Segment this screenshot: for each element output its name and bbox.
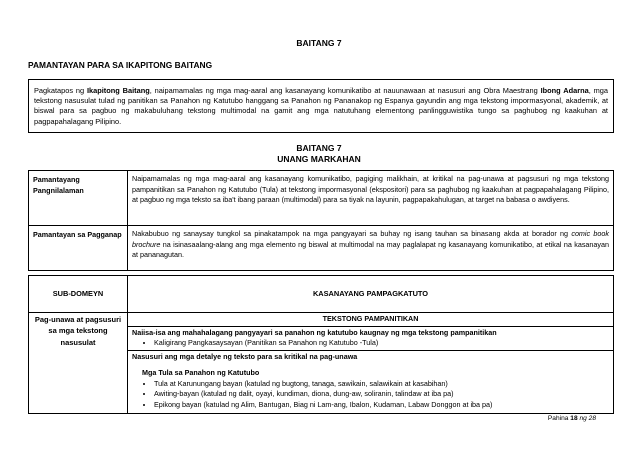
competency-row — [29, 313, 614, 414]
intro-box — [28, 79, 614, 133]
competency-item — [128, 327, 613, 351]
standard-label: Pamantayan sa Pagganap — [29, 226, 128, 271]
intro-work-title: Ibong Adarna — [540, 86, 589, 95]
list-item: • Epikong bayan (katulad ng Alim, Bantugan, Biag ni Lam-ang, Ibalon, Kudaman, Labaw Donggon at iba pa) — [154, 400, 609, 410]
standard-text — [128, 226, 614, 271]
performance-italic: comic book brochure — [132, 229, 610, 249]
standard-row — [29, 171, 614, 226]
intro-text-end: , mga tekstong nasusulat tulad ng panitikan sa Panahon ng Katutubo hanggang sa Panahon ng Pananakop ng Espanya gayundin ang mga tekstong impormasyonal, akademik, at biswal para sa pagbuo ng makabuluhang tekstong multimodal na gamit ang mga natutuhang elementong panlingguwistika tungo sa paghubog ng kaakuhan at pagpapahalagang Pilipino. — [34, 86, 609, 126]
standard-title: PAMANTAYAN PARA SA IKAPITONG BAITANG — [28, 60, 213, 70]
performance-text-end: na isinasaalang-alang ang mga elemento ng biswal at multimodal na may paglalapat ng kasanayang komunikatibo, at etikal na kasanayan at pananagutan. — [132, 239, 609, 260]
page-word: Pahina — [547, 415, 569, 422]
competency-item-title: Naiisa-isa ang mahahalagang pangyayari sa panahon ng katutubo kaugnay ng mga tekstong pampanitikan — [132, 327, 497, 337]
competency-item — [128, 351, 613, 413]
list-item: • Kaligirang Pangkasaysayan (Panitikan sa Panahon ng Katutubo -Tula) — [154, 338, 609, 348]
list-item: • Tula at Karunungang bayan (katulad ng bugtong, tanaga, sawikain, salawikain at kasabihan) — [154, 379, 609, 389]
standards-table — [28, 170, 614, 271]
grade-title: BAITANG 7 — [296, 38, 342, 48]
standard-text: Naipamamalas ng mga mag-aaral ang kasanayang komunikatibo, pagiging malikhain, at kritikal na pag-unawa at pagsusuri ng mga tekstong pampanitikan sa Panahon ng Katutubo (Tula) at tekstong impormasyonal (ekspositori) para sa paghubog ng kaakuhan at pagpapahalagang Pilipino, at pagbuo ng mga teksto sa iba't ibang paraan (multimodal) para sa tiyak na layunin, pagpapakahulugan, at target na babasa o awdiyens. — [128, 171, 614, 226]
competency-header-row — [29, 276, 614, 313]
standard-row — [29, 226, 614, 271]
intro-text-start: Pagkatapos ng — [34, 86, 87, 95]
list-item: • Awiting-bayan (katulad ng dalit, oyayi, kundiman, diona, dung-aw, soliranin, talindaw at iba pa) — [154, 389, 609, 399]
intro-grade-phrase: Ikapitong Baitang — [86, 86, 150, 95]
performance-text-start: Nakabubuo ng sanaysay tungkol sa pinakatampok na mga pangyayari sa buhay ng isang tauhan sa binasang akda at borador ng — [132, 229, 572, 238]
quarter-title: UNANG MARKAHAN — [277, 154, 361, 164]
page-footer — [548, 415, 596, 422]
subdomain-cell: Pag-unawa at pagsusuri sa mga tekstong nasusulat — [29, 313, 128, 414]
competency-header: KASANAYANG PAMPAGKATUTO — [128, 276, 614, 313]
competency-subtitle: Mga Tula sa Panahon ng Katutubo — [142, 368, 260, 378]
competency-table — [28, 275, 614, 414]
subdomain-header: SUB-DOMEYN — [29, 276, 128, 313]
page-number: 18 — [570, 415, 578, 422]
competency-cell — [128, 313, 614, 414]
competency-item-title: Nasusuri ang mga detalye ng teksto para sa kritikal na pag-unawa — [132, 351, 358, 361]
quarter-grade: BAITANG 7 — [296, 143, 342, 153]
standard-label: Pamantayang Pangnilalaman — [29, 171, 128, 226]
section-title: TEKSTONG PAMPANITIKAN — [128, 313, 613, 327]
page-total: ng 28 — [579, 415, 596, 422]
intro-text-middle: , naipamamalas ng mga mag-aaral ang kasanayang komunikatibo at nauunawaan at nasusuri ang Obra Maestrang — [149, 86, 541, 95]
